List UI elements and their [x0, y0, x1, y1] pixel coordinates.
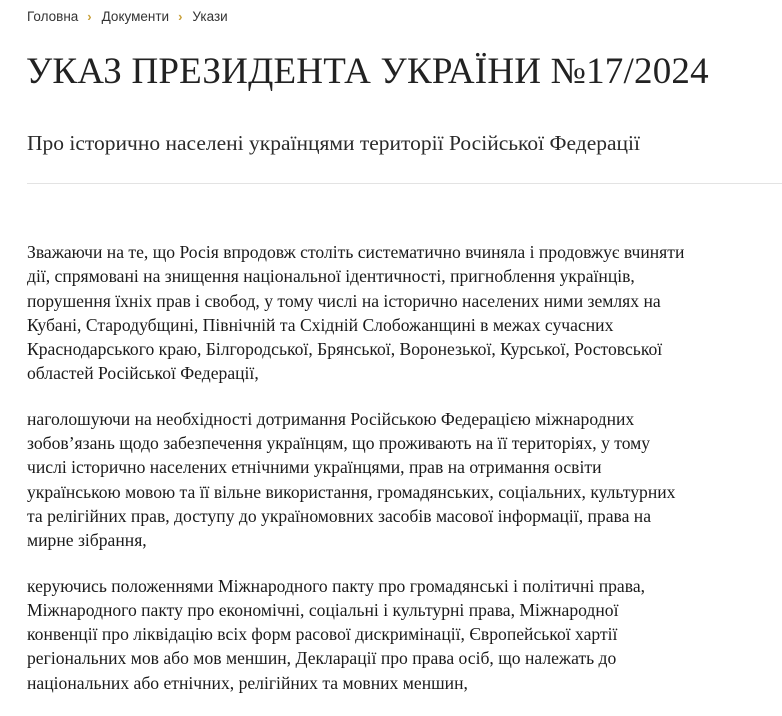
text-line: національних або етнічних, релігійних та мовних меншин,	[27, 672, 468, 693]
divider	[27, 183, 782, 184]
paragraph-preamble-3	[27, 574, 782, 695]
text-line: регіональних мов або мов меншин, Декларації про права осіб, що належать до	[27, 648, 617, 669]
breadcrumb-current-decrees: Укази	[192, 9, 228, 24]
chevron-right-icon: ›	[87, 9, 92, 24]
text-line: Краснодарського краю, Білгородської, Брянської, Воронезької, Курської, Ростовської	[27, 339, 663, 360]
text-line: Кубані, Стародубщині, Північній та Східній Слобожанщині в межах сучасних	[27, 314, 614, 335]
text-line: числі історично населених етнічними українцями, прав на отримання освіти	[27, 457, 602, 478]
text-line: дії, спрямовані на знищення національної ідентичності, пригноблення українців,	[27, 266, 635, 287]
text-line: Міжнародного пакту про економічні, соціальні і культурні права, Міжнародної	[27, 599, 619, 620]
chevron-right-icon: ›	[178, 9, 183, 24]
text-line: мирне зібрання,	[27, 530, 147, 551]
text-line: конвенції про ліквідацію всіх форм расової дискримінації, Європейської хартії	[27, 624, 618, 645]
paragraph-preamble-1	[27, 240, 782, 386]
breadcrumb-home-link[interactable]: Головна	[27, 9, 79, 24]
text-line: порушення їхніх прав і свобод, у тому числі на історично населених ними землях на	[27, 290, 661, 311]
text-line: українською мовою та її вільне використання, громадянських, соціальних, культурних	[27, 481, 676, 502]
document-subtitle: Про історично населені українцями території Російської Федерації	[27, 131, 640, 155]
text-line: керуючись положеннями Міжнародного пакту про громадянські і політичні права,	[27, 575, 646, 596]
paragraph-preamble-2	[27, 407, 782, 553]
text-line: зобов’язань щодо забезпечення українцям, що проживають на її територіях, у тому	[27, 433, 651, 454]
text-line: наголошуючи на необхідності дотримання Російською Федерацією міжнародних	[27, 408, 635, 429]
decree-body	[27, 240, 782, 716]
text-line: областей Російської Федерації,	[27, 363, 259, 384]
breadcrumb	[27, 9, 228, 24]
page-title: УКАЗ ПРЕЗИДЕНТА УКРАЇНИ №17/2024	[26, 51, 709, 92]
text-line: та релігійних прав, доступу до україномовних засобів масової інформації, права на	[27, 505, 652, 526]
text-line: Зважаючи на те, що Росія впродовж століть систематично вчиняла і продовжує вчиняти	[27, 242, 685, 262]
breadcrumb-documents-link[interactable]: Документи	[101, 9, 170, 24]
